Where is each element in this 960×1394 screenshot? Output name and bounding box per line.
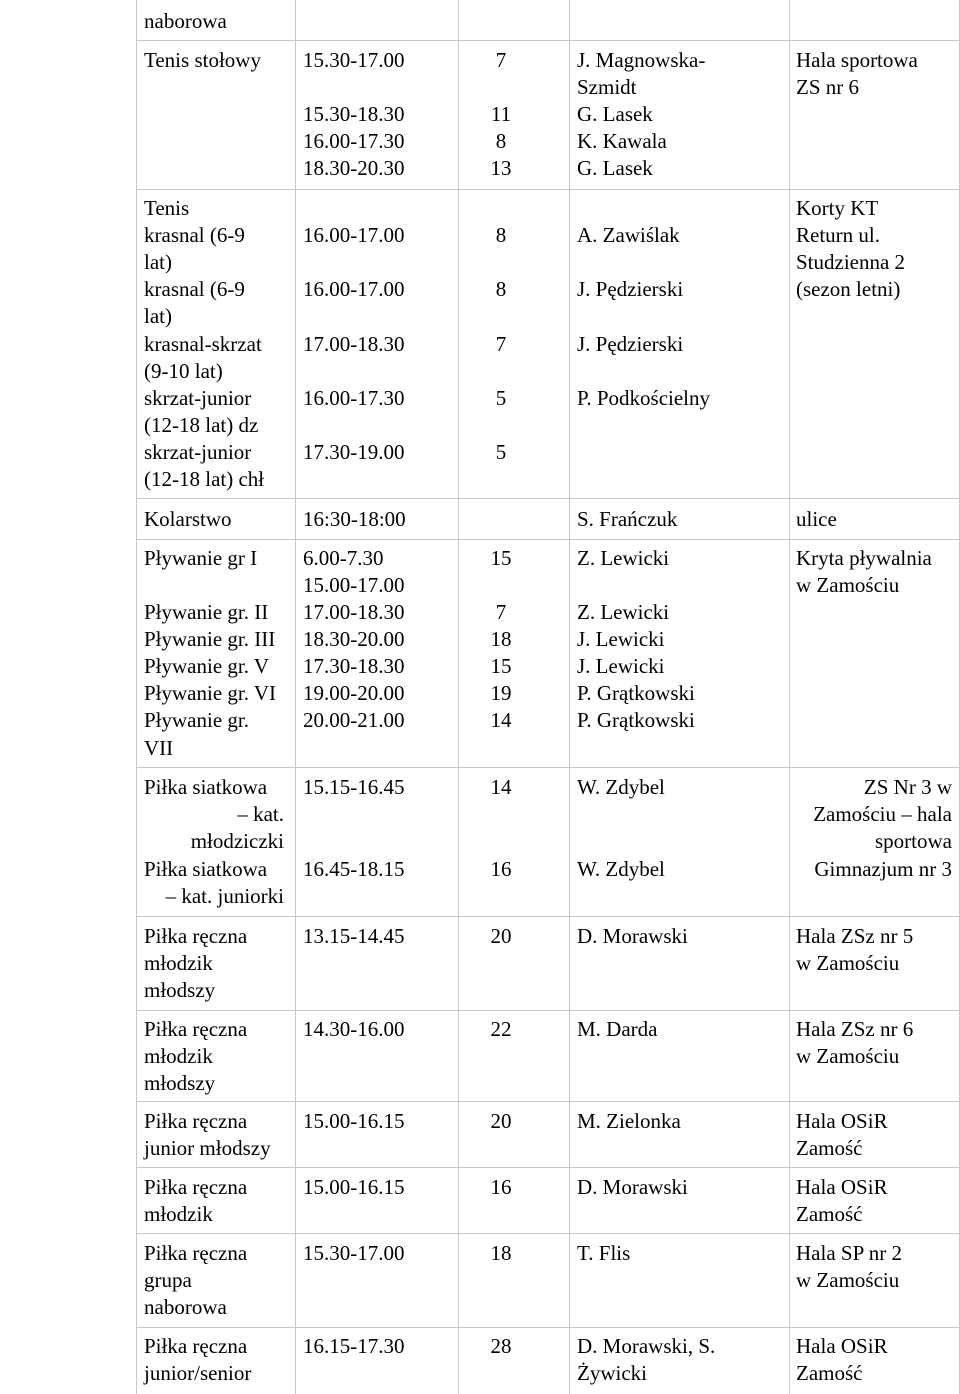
coach: J. Lewicki: [577, 654, 665, 678]
time: 16.00-17.30: [303, 129, 405, 153]
time: 16.45-18.15: [303, 857, 405, 881]
time: 18.30-20.00: [303, 627, 405, 651]
count: 20: [490, 924, 512, 948]
coach: Z. Lewicki: [577, 546, 670, 570]
grid-line: [136, 1327, 960, 1328]
activity-name: junior młodszy: [144, 1136, 271, 1160]
place: w Zamościu: [796, 1044, 900, 1068]
place: Zamość: [796, 1361, 863, 1385]
place: (sezon letni): [796, 277, 901, 301]
activity-name: młodziczki: [190, 829, 284, 853]
count: 7: [495, 600, 507, 624]
count: 15: [490, 546, 512, 570]
count: 16: [490, 1175, 512, 1199]
place: ulice: [796, 507, 837, 531]
coach: G. Lasek: [577, 102, 653, 126]
coach: G. Lasek: [577, 156, 653, 180]
grid-line: [136, 916, 960, 917]
activity-name: Tenis stołowy: [144, 48, 261, 72]
coach: M. Darda: [577, 1017, 658, 1041]
grid-line: [136, 189, 960, 190]
coach: P. Podkościelny: [577, 386, 711, 410]
activity-name: lat): [144, 304, 172, 328]
count: 16: [490, 857, 512, 881]
time: 16.00-17.00: [303, 223, 405, 247]
place: Zamość: [796, 1202, 863, 1226]
count: 13: [490, 156, 512, 180]
coach: A. Zawiślak: [577, 223, 680, 247]
coach: M. Zielonka: [577, 1109, 681, 1133]
activity-name: – kat. juniorki: [165, 884, 284, 908]
count: 11: [490, 102, 512, 126]
activity-name: (12-18 lat) dz: [144, 413, 259, 437]
activity-name: Pływanie gr. VI: [144, 681, 277, 705]
activity-name: skrzat-junior: [144, 440, 252, 464]
coach: Szmidt: [577, 75, 637, 99]
time: 14.30-16.00: [303, 1017, 405, 1041]
time: 19.00-20.00: [303, 681, 405, 705]
coach: W. Zdybel: [577, 775, 665, 799]
grid-line: [136, 1010, 960, 1011]
activity-name: grupa: [144, 1268, 192, 1292]
activity-name: (9-10 lat): [144, 359, 223, 383]
count: 8: [495, 277, 507, 301]
activity-name: Pływanie gr.: [144, 708, 249, 732]
coach: K. Kawala: [577, 129, 667, 153]
time: 15.00-16.15: [303, 1175, 405, 1199]
activity-name: Piłka ręczna: [144, 1241, 248, 1265]
time: 16.15-17.30: [303, 1334, 405, 1358]
coach: J. Magnowska-: [577, 48, 706, 72]
time: 15.30-17.00: [303, 1241, 405, 1265]
activity-name: lat): [144, 250, 172, 274]
coach: D. Morawski: [577, 924, 688, 948]
count: 7: [495, 332, 507, 356]
count: 7: [495, 48, 507, 72]
time: 16:30-18:00: [303, 507, 406, 531]
place: ZS nr 6: [796, 75, 859, 99]
activity-name: młodszy: [144, 1071, 216, 1095]
grid-line: [569, 0, 570, 1394]
activity-name: młodzik: [144, 1044, 213, 1068]
time: 15.30-17.00: [303, 48, 405, 72]
count: 8: [495, 129, 507, 153]
activity-name: Piłka ręczna: [144, 1175, 248, 1199]
activity-name: naborowa: [144, 1295, 227, 1319]
place: w Zamościu: [796, 573, 900, 597]
time: 16.00-17.30: [303, 386, 405, 410]
activity-name: naborowa: [144, 9, 227, 33]
activity-name: młodszy: [144, 978, 216, 1002]
grid-line: [458, 0, 459, 1394]
activity-name: młodzik: [144, 951, 213, 975]
count: 5: [495, 440, 507, 464]
time: 6.00-7.30: [303, 546, 384, 570]
grid-line: [136, 1167, 960, 1168]
activity-name: Piłka ręczna: [144, 1334, 248, 1358]
activity-name: Pływanie gr I: [144, 546, 258, 570]
activity-name: junior/senior: [144, 1361, 252, 1385]
activity-name: Pływanie gr. II: [144, 600, 269, 624]
coach: Żywicki: [577, 1361, 647, 1385]
coach: J. Pędzierski: [577, 277, 684, 301]
time: 17.00-18.30: [303, 600, 405, 624]
grid-line: [136, 0, 137, 1394]
time: 15.00-17.00: [303, 573, 405, 597]
time: 18.30-20.30: [303, 156, 405, 180]
time: 13.15-14.45: [303, 924, 405, 948]
coach: D. Morawski: [577, 1175, 688, 1199]
activity-name: skrzat-junior: [144, 386, 252, 410]
coach: S. Frańczuk: [577, 507, 678, 531]
activity-name: Piłka ręczna: [144, 924, 248, 948]
activity-name: – kat.: [237, 802, 284, 826]
place: Hala OSiR: [796, 1109, 888, 1133]
time: 17.30-19.00: [303, 440, 405, 464]
time: 15.00-16.15: [303, 1109, 405, 1133]
activity-name: Kolarstwo: [144, 507, 232, 531]
place: Zamościu – hala: [813, 802, 952, 826]
place: Hala ZSz nr 5: [796, 924, 914, 948]
place: Hala ZSz nr 6: [796, 1017, 914, 1041]
count: 5: [495, 386, 507, 410]
activity-name: Tenis: [144, 196, 190, 220]
grid-line: [136, 40, 960, 41]
time: 17.30-18.30: [303, 654, 405, 678]
place: w Zamościu: [796, 951, 900, 975]
activity-name: Piłka siatkowa: [144, 775, 268, 799]
grid-line: [136, 539, 960, 540]
time: 15.15-16.45: [303, 775, 405, 799]
activity-name: Pływanie gr. V: [144, 654, 270, 678]
grid-line: [295, 0, 296, 1394]
activity-name: krasnal (6-9: [144, 277, 245, 301]
activity-name: VII: [144, 736, 174, 760]
count: 18: [490, 627, 512, 651]
place: Korty KT: [796, 196, 879, 220]
coach: J. Pędzierski: [577, 332, 684, 356]
activity-name: krasnal-skrzat: [144, 332, 262, 356]
count: 15: [490, 654, 512, 678]
count: 14: [490, 775, 512, 799]
coach: J. Lewicki: [577, 627, 665, 651]
place: Hala OSiR: [796, 1175, 888, 1199]
place: Zamość: [796, 1136, 863, 1160]
place: Studzienna 2: [796, 250, 906, 274]
coach: P. Grątkowski: [577, 681, 695, 705]
place: Hala OSiR: [796, 1334, 888, 1358]
count: 14: [490, 708, 512, 732]
count: 20: [490, 1109, 512, 1133]
count: 18: [490, 1241, 512, 1265]
coach: W. Zdybel: [577, 857, 665, 881]
time: 16.00-17.00: [303, 277, 405, 301]
coach: Z. Lewicki: [577, 600, 670, 624]
place: Gimnazjum nr 3: [814, 857, 952, 881]
time: 15.30-18.30: [303, 102, 405, 126]
coach: D. Morawski, S.: [577, 1334, 716, 1358]
grid-line: [789, 0, 790, 1394]
grid-line: [136, 1233, 960, 1234]
activity-name: Piłka ręczna: [144, 1017, 248, 1041]
activity-name: Piłka siatkowa: [144, 857, 268, 881]
activity-name: krasnal (6-9: [144, 223, 245, 247]
activity-name: (12-18 lat) chł: [144, 467, 265, 491]
place: Hala SP nr 2: [796, 1241, 902, 1265]
time: 20.00-21.00: [303, 708, 405, 732]
place: Hala sportowa: [796, 48, 918, 72]
grid-line: [136, 767, 960, 768]
place: w Zamościu: [796, 1268, 900, 1292]
time: 17.00-18.30: [303, 332, 405, 356]
place: ZS Nr 3 w: [863, 775, 952, 799]
activity-name: młodzik: [144, 1202, 213, 1226]
grid-line: [136, 1101, 960, 1102]
grid-line: [136, 498, 960, 499]
place: Kryta pływalnia: [796, 546, 932, 570]
count: 19: [490, 681, 512, 705]
count: 8: [495, 223, 507, 247]
count: 22: [490, 1017, 512, 1041]
place: sportowa: [875, 829, 952, 853]
count: 28: [490, 1334, 512, 1358]
place: Return ul.: [796, 223, 880, 247]
coach: T. Flis: [577, 1241, 631, 1265]
coach: P. Grątkowski: [577, 708, 695, 732]
activity-name: Piłka ręczna: [144, 1109, 248, 1133]
activity-name: Pływanie gr. III: [144, 627, 276, 651]
